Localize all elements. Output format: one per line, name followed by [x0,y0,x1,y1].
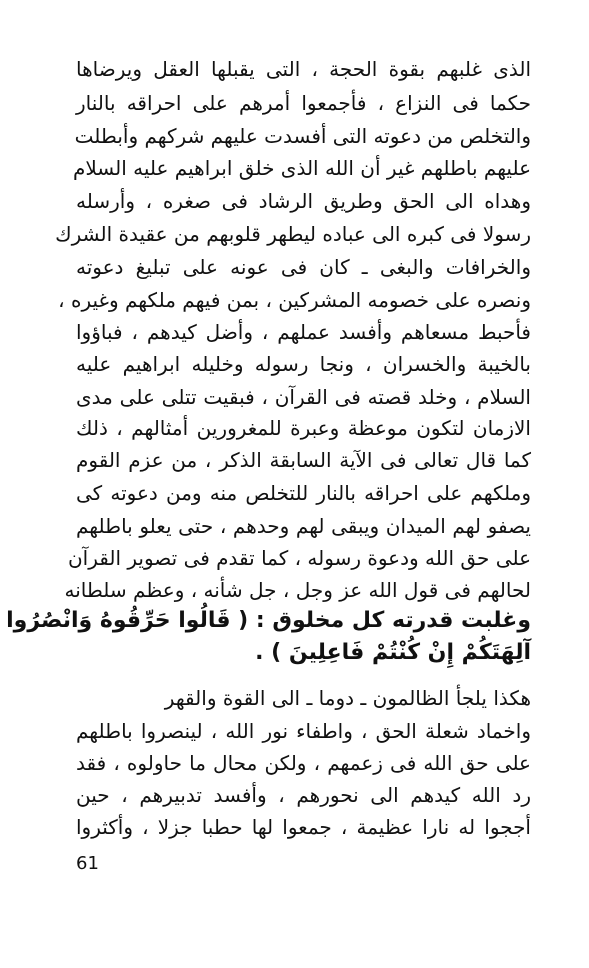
text-line: بالخيبة والخسران ، ونجا رسوله وخليله ابراهيم عليه [76,352,531,376]
text-line: حكما فى النزاع ، فأجمعوا أمرهم على احراقه بالنار [76,91,531,115]
text-line: الازمان لتكون موعظة وعبرة للمغرورين أمثالهم ، ذلك [76,416,531,440]
text-line: على حق الله ودعوة رسوله ، كما تقدم فى تصوير القرآن [67,546,531,570]
text-line: وهداه الى الحق وطريق الرشاد فى صغره ، وأرسله [76,189,531,213]
text-line: كما قال تعالى فى الآية السابقة الذكر ، من عزم القوم [76,448,531,472]
text-line: ونصره على خصومه المشركين ، بمن فيهم ملكهم وغيره ، [58,288,531,312]
text-line: والخرافات والبغى ـ كان فى عونه على تبليغ دعوته [76,255,531,279]
text-line: رسولا فى كبره الى عباده ليطهر قلوبهم من عقيدة الشرك [55,222,531,246]
text-line: هكذا يلجأ الظالمون ـ دوما ـ الى القوة والقهر [164,686,531,710]
text-line: عليهم باطلهم غير أن الله الذى خلق ابراهيم عليه السلام [72,156,531,180]
text-line: وملكهم على احراقه بالنار للتخلص منه ومن دعوته كى [76,481,531,505]
quran-verse-line: آلِهَتَكُمْ إِنْ كُنْتُمْ فَاعِلِينَ ) . [255,640,531,665]
page-number: 61 [76,853,99,874]
text-line: واخماد شعلة الحق ، واطفاء نور الله ، لينصروا باطلهم [76,719,531,743]
text-line: والتخلص من دعوته التى أفسدت عليهم شركهم وأبطلت [74,124,531,148]
text-line: على حق الله فى زعمهم ، ولكن محال ما حاولوه ، فقد [76,751,531,775]
text-line: السلام ، وخلد قصته فى القرآن ، فبقيت تتلى على مدى [76,385,531,409]
text-line: الذى غلبهم بقوة الحجة ، التى يقبلها العقل ويرضاها [76,57,531,81]
quran-verse-line: وغلبت قدرته كل مخلوق : ( قَالُوا حَرِّقُوهُ وَانْصُرُوا [6,608,531,633]
text-line: يصفو لهم الميدان ويبقى لهم وحدهم ، حتى يعلو باطلهم [76,514,531,538]
text-line: فأحبط مسعاهم وأفسد عملهم ، وأضل كيدهم ، فباؤوا [76,320,531,344]
text-line: رد الله كيدهم الى نحورهم ، وأفسد تدبيرهم ، حين [76,783,531,807]
text-line: أججوا له نارا عظيمة ، جمعوا لها حطبا جزلا ، وأكثروا [76,815,531,839]
text-line: لحالهم فى قول الله عز وجل ، جل شأنه ، وعظم سلطانه [64,578,531,602]
